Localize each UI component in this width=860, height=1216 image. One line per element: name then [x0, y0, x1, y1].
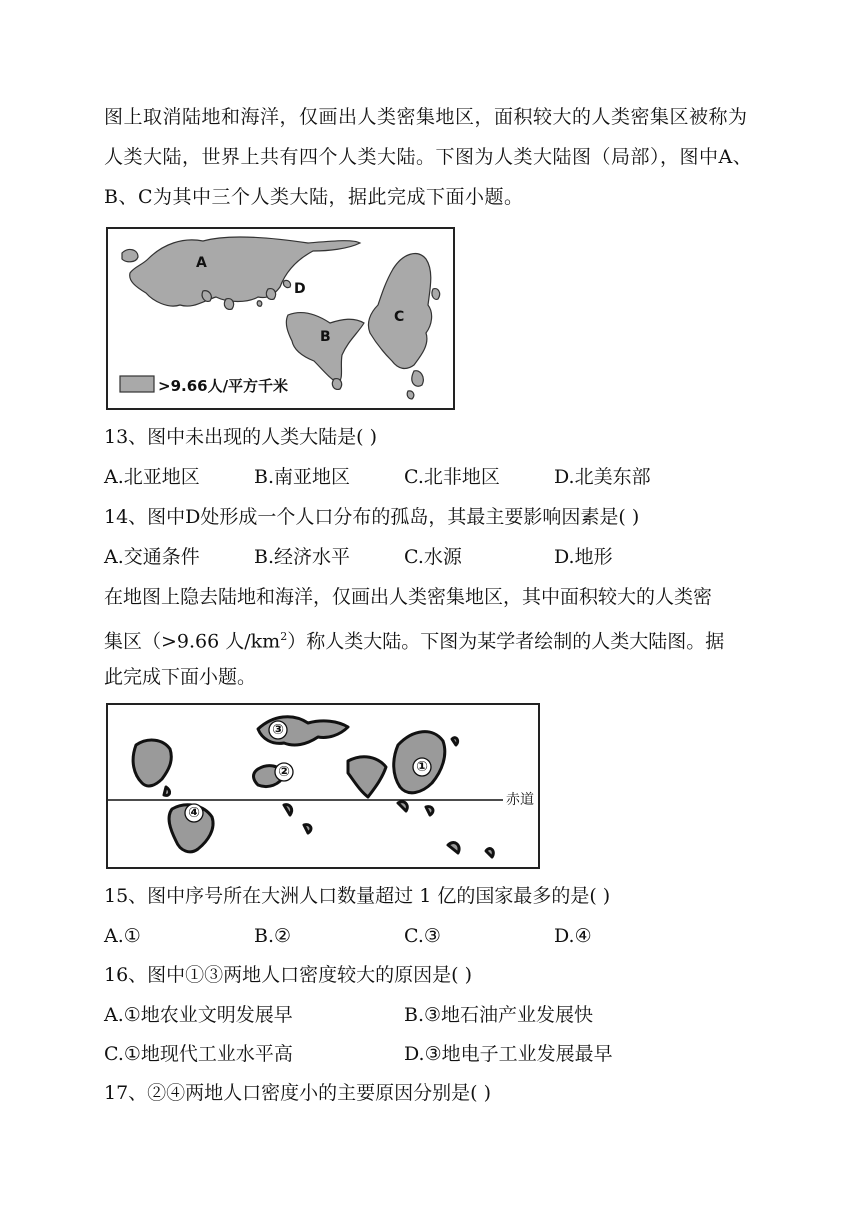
intro-2-line-2-b: ）称人类大陆。下图为某学者绘制的人类大陆图。据 — [287, 630, 725, 653]
marker-2-label: ② — [278, 764, 290, 780]
q15-option-b: B.② — [254, 925, 292, 947]
question-17-stem: 17、②④两地人口密度小的主要原因分别是( ) — [104, 1082, 492, 1104]
south-asia-region — [348, 757, 386, 797]
q16-option-c: C.①地现代工业水平高 — [104, 1043, 293, 1065]
legend-swatch — [120, 376, 154, 392]
q14-option-a: A.交通条件 — [104, 546, 200, 568]
question-13-stem: 13、图中未出现的人类大陆是( ) — [104, 426, 378, 448]
intro-2-line-2-a: 集区（>9.66 人/km — [104, 630, 281, 653]
marker-3-label: ③ — [272, 722, 284, 738]
q15-option-d: D.④ — [554, 925, 592, 947]
superscript-2: 2 — [280, 630, 288, 643]
map-legend-text: >9.66人/平方千米 — [158, 377, 289, 395]
question-15-stem: 15、图中序号所在大洲人口数量超过 1 亿的国家最多的是( ) — [104, 885, 611, 907]
question-16-stem: 16、图中①③两地人口密度较大的原因是( ) — [104, 964, 473, 986]
region-label-a: A — [196, 255, 207, 271]
equator-label: 赤道 — [504, 789, 536, 809]
q13-option-b: B.南亚地区 — [254, 466, 351, 488]
q15-option-a: A.① — [104, 925, 141, 947]
question-14-stem: 14、图中D处形成一个人口分布的孤岛，其最主要影响因素是( ) — [104, 506, 640, 528]
q13-option-a: A.北亚地区 — [104, 466, 200, 488]
intro-2-line-1: 在地图上隐去陆地和海洋，仅画出人类密集地区，其中面积较大的人类密 — [104, 586, 713, 608]
region-label-d: D — [294, 281, 306, 297]
q13-option-c: C.北非地区 — [404, 466, 500, 488]
intro-2-line-3: 此完成下面小题。 — [104, 666, 257, 688]
q16-option-a: A.①地农业文明发展早 — [104, 1004, 293, 1026]
q15-option-c: C.③ — [404, 925, 441, 947]
q13-option-d: D.北美东部 — [554, 466, 651, 488]
region-label-b: B — [320, 329, 331, 345]
q16-option-b: B.③地石油产业发展快 — [404, 1004, 594, 1026]
region-b-shape — [286, 313, 364, 383]
q14-option-c: C.水源 — [404, 546, 462, 568]
map2-drawing — [108, 705, 538, 867]
region-label-c: C — [394, 309, 405, 325]
human-continent-map-partial — [106, 227, 455, 410]
world-human-continent-map — [106, 703, 540, 869]
q14-option-b: B.经济水平 — [254, 546, 351, 568]
q14-option-d: D.地形 — [554, 546, 613, 568]
intro-paragraph-1: 图上取消陆地和海洋，仅画出人类密集地区，面积较大的人类密集区被称为人类大陆，世界上共有四个人类大陆。下图为人类大陆图（局部），图中A、B、C为其中三个人类大陆，据此完成下面小题。 — [104, 106, 753, 208]
region-a-shape — [130, 237, 360, 306]
marker-4-label: ④ — [188, 805, 200, 821]
q16-option-d: D.③地电子工业发展最早 — [404, 1043, 613, 1065]
marker-1-label: ① — [416, 759, 428, 775]
intro-2-line-2 — [104, 625, 724, 653]
north-america-region — [133, 740, 171, 786]
